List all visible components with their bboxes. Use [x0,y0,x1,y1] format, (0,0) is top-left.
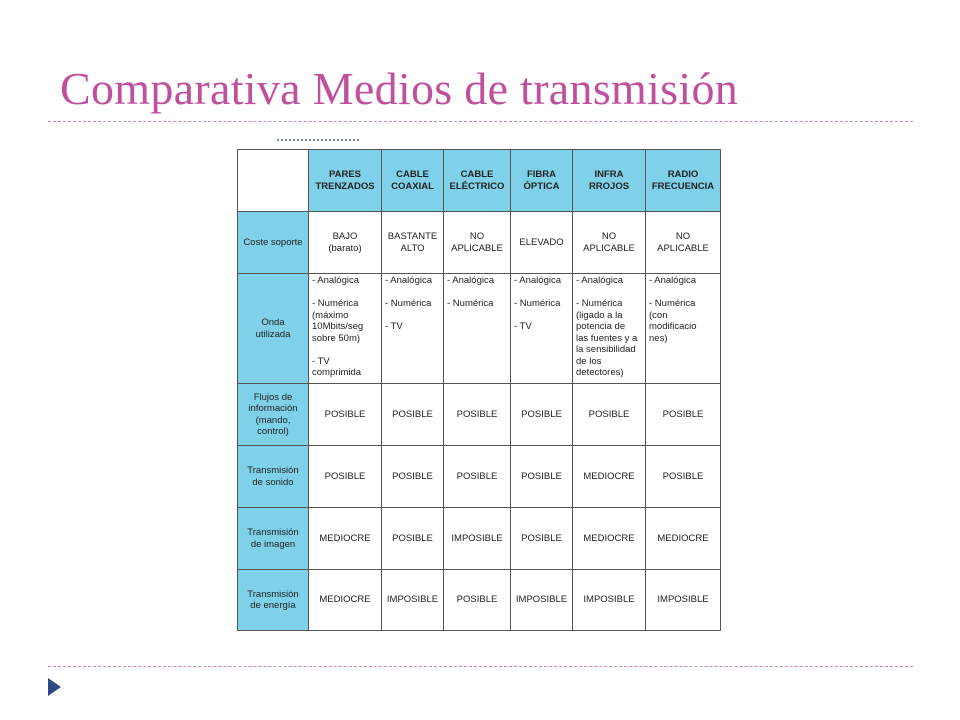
slide-title: Comparativa Medios de transmisión [60,63,739,114]
table-cell: MEDIOCRE [309,570,382,631]
row-header: Onda utilizada [238,274,309,384]
table-row [238,384,721,446]
table-cell: POSIBLE [511,508,573,570]
table-cell: - Analógica - Numérica (máximo 10Mbits/seg sobre 50m) - TV comprimida [309,274,382,384]
table-cell: POSIBLE [511,384,573,446]
table-cell: BAJO (barato) [309,212,382,274]
table-cell: IMPOSIBLE [511,570,573,631]
table-cell: IMPOSIBLE [573,570,646,631]
row-header: Transmisión de imagen [238,508,309,570]
row-header: Transmisión de sonido [238,446,309,508]
column-header: CABLE COAXIAL [382,150,444,212]
table-cell: POSIBLE [511,446,573,508]
table-cell: BASTANTE ALTO [382,212,444,274]
top-divider [48,121,913,122]
table-cell: IMPOSIBLE [646,570,721,631]
table-cell: - Analógica - Numérica - TV [382,274,444,384]
table-cell: MEDIOCRE [646,508,721,570]
table-row [238,446,721,508]
table-cell: NO APLICABLE [573,212,646,274]
table-cell: MEDIOCRE [309,508,382,570]
table-row [238,570,721,631]
table-cell: MEDIOCRE [573,446,646,508]
column-header: FIBRA ÓPTICA [511,150,573,212]
table-corner-cell [238,150,309,212]
table-cell: POSIBLE [382,446,444,508]
table-row [238,508,721,570]
table-cell: NO APLICABLE [444,212,511,274]
table-cell: POSIBLE [309,446,382,508]
column-header: RADIO FRECUENCIA [646,150,721,212]
table-cell: IMPOSIBLE [444,508,511,570]
column-header: PARES TRENZADOS [309,150,382,212]
table-cell: MEDIOCRE [573,508,646,570]
table-cell: IMPOSIBLE [382,570,444,631]
row-header: Flujos de información (mando, control) [238,384,309,446]
table-cell: POSIBLE [382,508,444,570]
table-row [238,212,721,274]
table-cell: POSIBLE [444,384,511,446]
table-cell: POSIBLE [646,446,721,508]
table-header-row [238,150,721,212]
table-cell: - Analógica - Numérica - TV [511,274,573,384]
table-row [238,274,721,384]
column-header: CABLE ELÉCTRICO [444,150,511,212]
table-cell: ELEVADO [511,212,573,274]
column-header: INFRA RROJOS [573,150,646,212]
table-cell: - Analógica - Numérica (ligado a la potencia de las fuentes y a la sensibilidad de los detectores) [573,274,646,384]
table-cell: POSIBLE [646,384,721,446]
row-header: Coste soporte [238,212,309,274]
comparison-table [237,149,721,631]
table-cell: - Analógica - Numérica [444,274,511,384]
bullet-arrow-icon [48,678,61,696]
table-cell: - Analógica - Numérica (con modificacio nes) [646,274,721,384]
table-cell: POSIBLE [309,384,382,446]
table-cell: POSIBLE [444,446,511,508]
bottom-divider [48,666,913,667]
row-header: Transmisión de energía [238,570,309,631]
table-cell: POSIBLE [573,384,646,446]
table-cell: NO APLICABLE [646,212,721,274]
table-cell: POSIBLE [382,384,444,446]
table-cell: POSIBLE [444,570,511,631]
cropped-text-fragment [277,139,359,141]
